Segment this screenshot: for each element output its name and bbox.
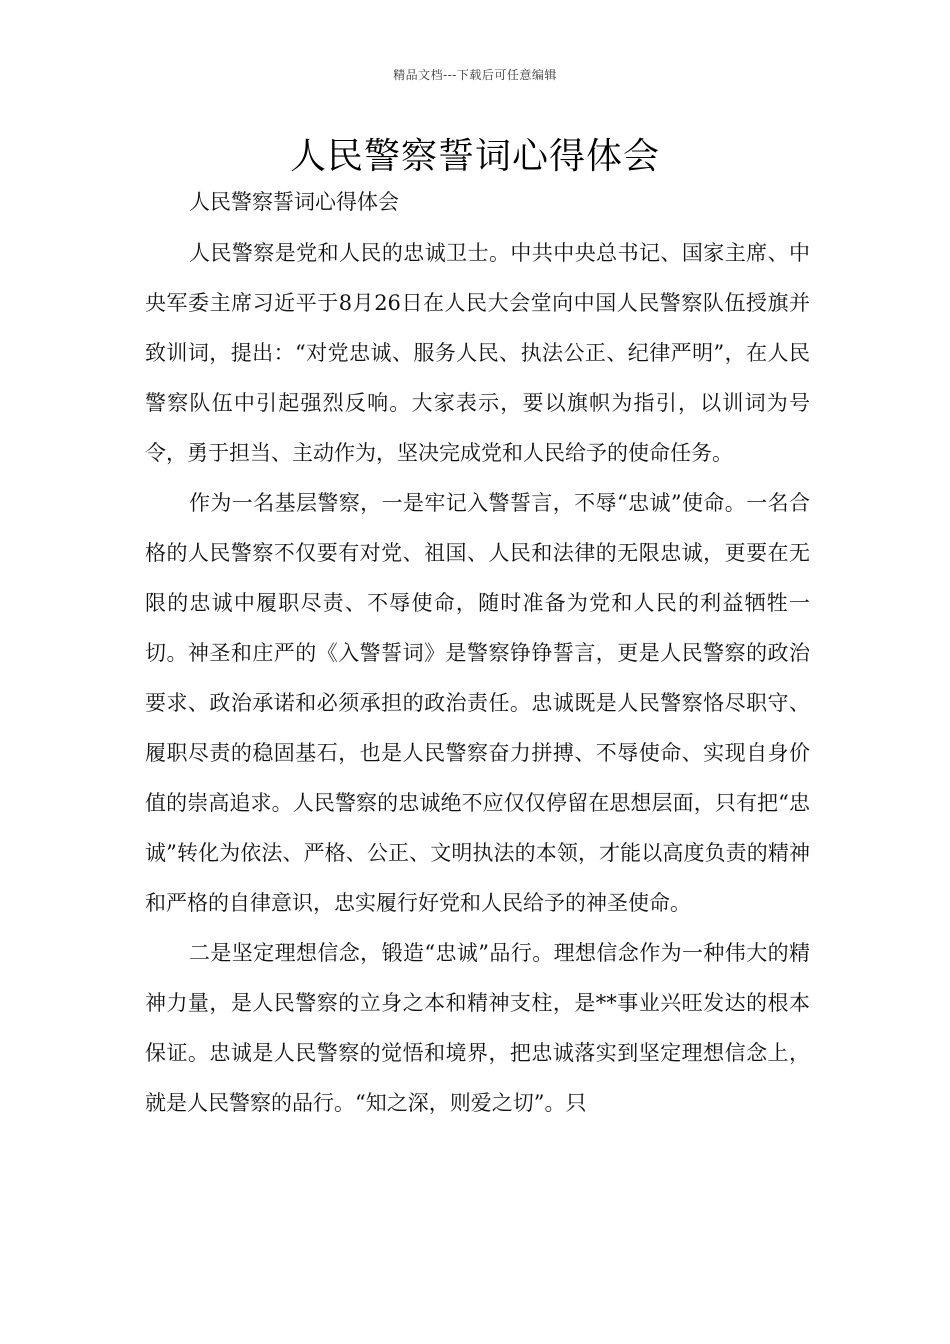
document-title: 人民警察誓词心得体会: [289, 136, 660, 177]
document-body: [145, 180, 810, 1128]
paragraph-1: 人民警察是党和人民的忠诚卫士。中共中央总书记、国家主席、中央军委主席习近平于8月26日在人民大会堂向中国人民警察队伍授旗并致训词，提出：“对党忠诚、服务人民、执法公正、纪律严明”，在人民警察队伍中引起强烈反响。大家表示，要以旗帜为指引，以训词为号令，勇于担当、主动作为，坚决完成党和人民给予的使命任务。: [145, 241, 810, 465]
paragraph-3: 二是坚定理想信念，锻造“忠诚”品行。理想信念作为一种伟大的精神力量，是人民警察的立身之本和精神支柱，是**事业兴旺发达的根本保证。忠诚是人民警察的觉悟和境界，把忠诚落实到坚定理想信念上，就是人民警察的品行。“知之深，则爱之切”。只: [145, 941, 810, 1115]
document-subtitle: 人民警察誓词心得体会: [189, 190, 399, 214]
document-header: 精品文档---下载后可任意编辑: [393, 68, 557, 82]
paragraph-2: 作为一名基层警察，一是牢记入警誓言，不辱“忠诚”使命。一名合格的人民警察不仅要有对党、祖国、人民和法律的无限忠诚，更要在无限的忠诚中履职尽责、不辱使命，随时准备为党和人民的利益牺牲一切。神圣和庄严的《入警誓词》是警察铮铮誓言，更是人民警察的政治要求、政治承诺和必须承担的政治责任。忠诚既是人民警察恪尽职守、履职尽责的稳固基石，也是人民警察奋力拼搏、不辱使命、实现自身价值的崇高追求。人民警察的忠诚绝不应仅仅停留在思想层面，只有把“忠诚”转化为依法、严格、公正、文明执法的本领，才能以高度负责的精神和严格的自律意识，忠实履行好党和人民给予的神圣使命。: [145, 491, 810, 915]
